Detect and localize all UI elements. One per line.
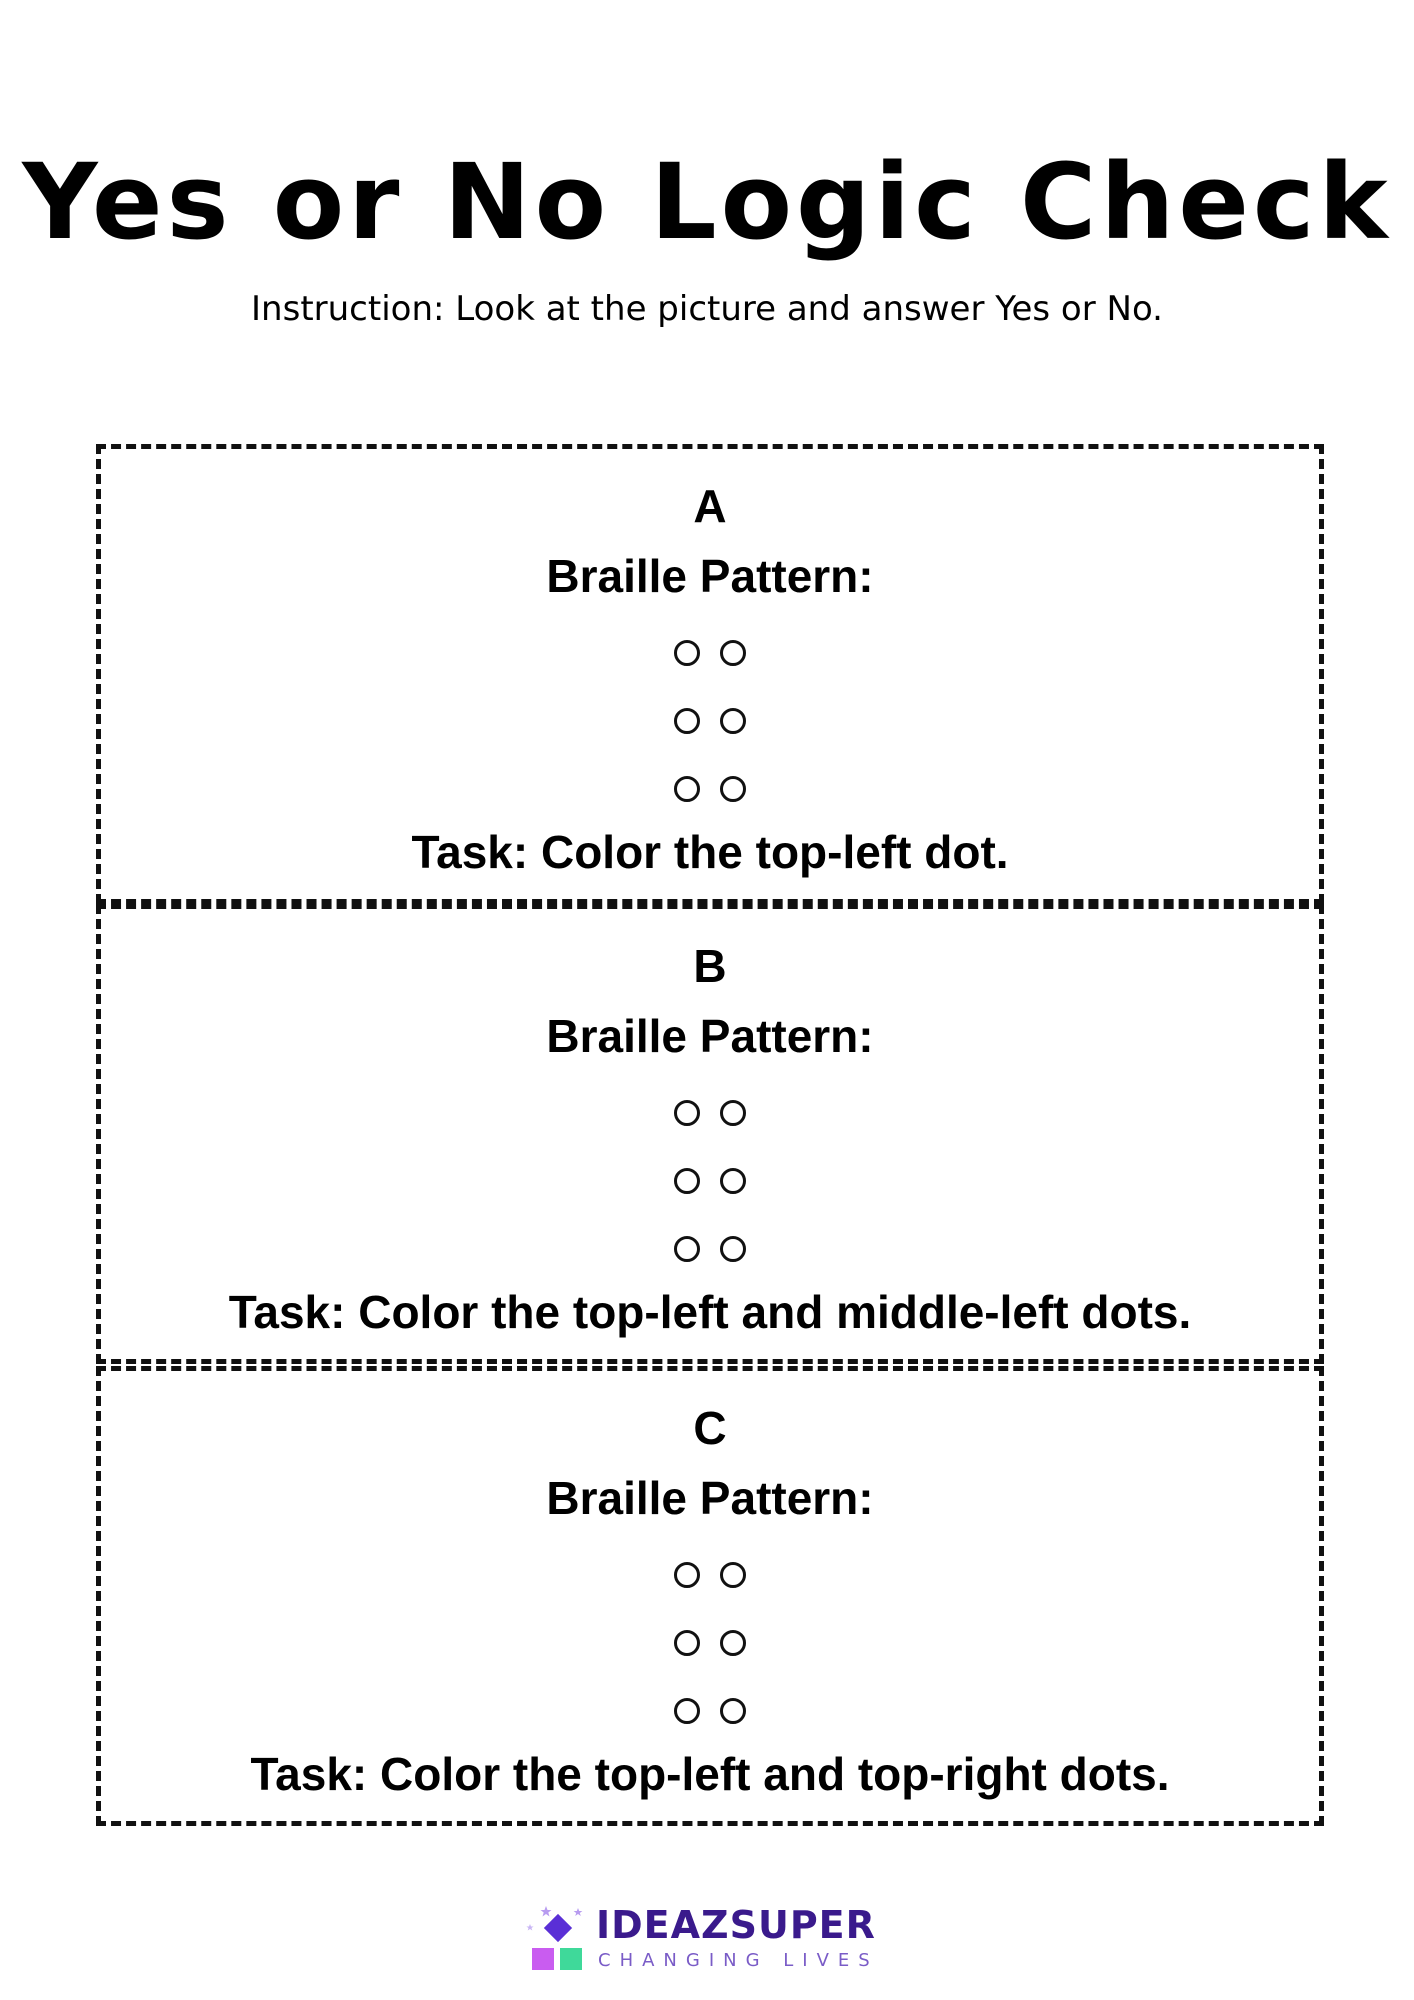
dot-bottom-left[interactable] — [674, 1698, 700, 1724]
brand-name: IDEAZSUPER — [596, 1903, 876, 1947]
braille-row-bottom — [101, 1677, 1319, 1745]
braille-cell — [101, 1541, 1319, 1745]
dot-bottom-left[interactable] — [674, 776, 700, 802]
brand-logo — [510, 1902, 910, 1982]
card-letter: A — [693, 480, 727, 532]
page-title: Yes or No Logic Check — [22, 141, 1392, 263]
card-task: Task: Color the top-left dot. — [411, 826, 1009, 878]
dot-middle-left[interactable] — [674, 708, 700, 734]
braille-cell — [101, 619, 1319, 823]
dot-top-right[interactable] — [720, 1100, 746, 1126]
card-task: Task: Color the top-left and top-right dots. — [250, 1748, 1170, 1800]
dot-bottom-right[interactable] — [720, 776, 746, 802]
card-letter: B — [693, 940, 727, 992]
braille-row-middle — [101, 687, 1319, 755]
dot-middle-left[interactable] — [674, 1168, 700, 1194]
braille-cell — [101, 1079, 1319, 1283]
card-letter: C — [693, 1402, 727, 1454]
dot-top-left[interactable] — [674, 1100, 700, 1126]
card-heading: Braille Pattern: — [546, 1010, 874, 1062]
card-task: Task: Color the top-left and middle-left dots. — [228, 1286, 1192, 1338]
dot-top-left[interactable] — [674, 640, 700, 666]
braille-row-bottom — [101, 1215, 1319, 1283]
braille-row-top — [101, 619, 1319, 687]
logo-mark-icon — [510, 1902, 600, 1982]
dot-middle-right[interactable] — [720, 1168, 746, 1194]
dot-middle-right[interactable] — [720, 708, 746, 734]
dot-bottom-right[interactable] — [720, 1236, 746, 1262]
card-a — [96, 444, 1324, 904]
card-heading: Braille Pattern: — [546, 1472, 874, 1524]
dot-middle-left[interactable] — [674, 1630, 700, 1656]
dot-top-right[interactable] — [720, 1562, 746, 1588]
card-heading: Braille Pattern: — [546, 550, 874, 602]
card-b — [96, 904, 1324, 1364]
card-c — [96, 1366, 1324, 1826]
dot-middle-right[interactable] — [720, 1630, 746, 1656]
dot-bottom-right[interactable] — [720, 1698, 746, 1724]
instruction-text: Instruction: Look at the picture and answer Yes or No. — [251, 289, 1163, 329]
braille-row-middle — [101, 1147, 1319, 1215]
braille-row-bottom — [101, 755, 1319, 823]
braille-row-top — [101, 1541, 1319, 1609]
dot-top-left[interactable] — [674, 1562, 700, 1588]
dot-bottom-left[interactable] — [674, 1236, 700, 1262]
braille-row-top — [101, 1079, 1319, 1147]
brand-tagline: CHANGING LIVES — [598, 1950, 879, 1971]
braille-row-middle — [101, 1609, 1319, 1677]
dot-top-right[interactable] — [720, 640, 746, 666]
